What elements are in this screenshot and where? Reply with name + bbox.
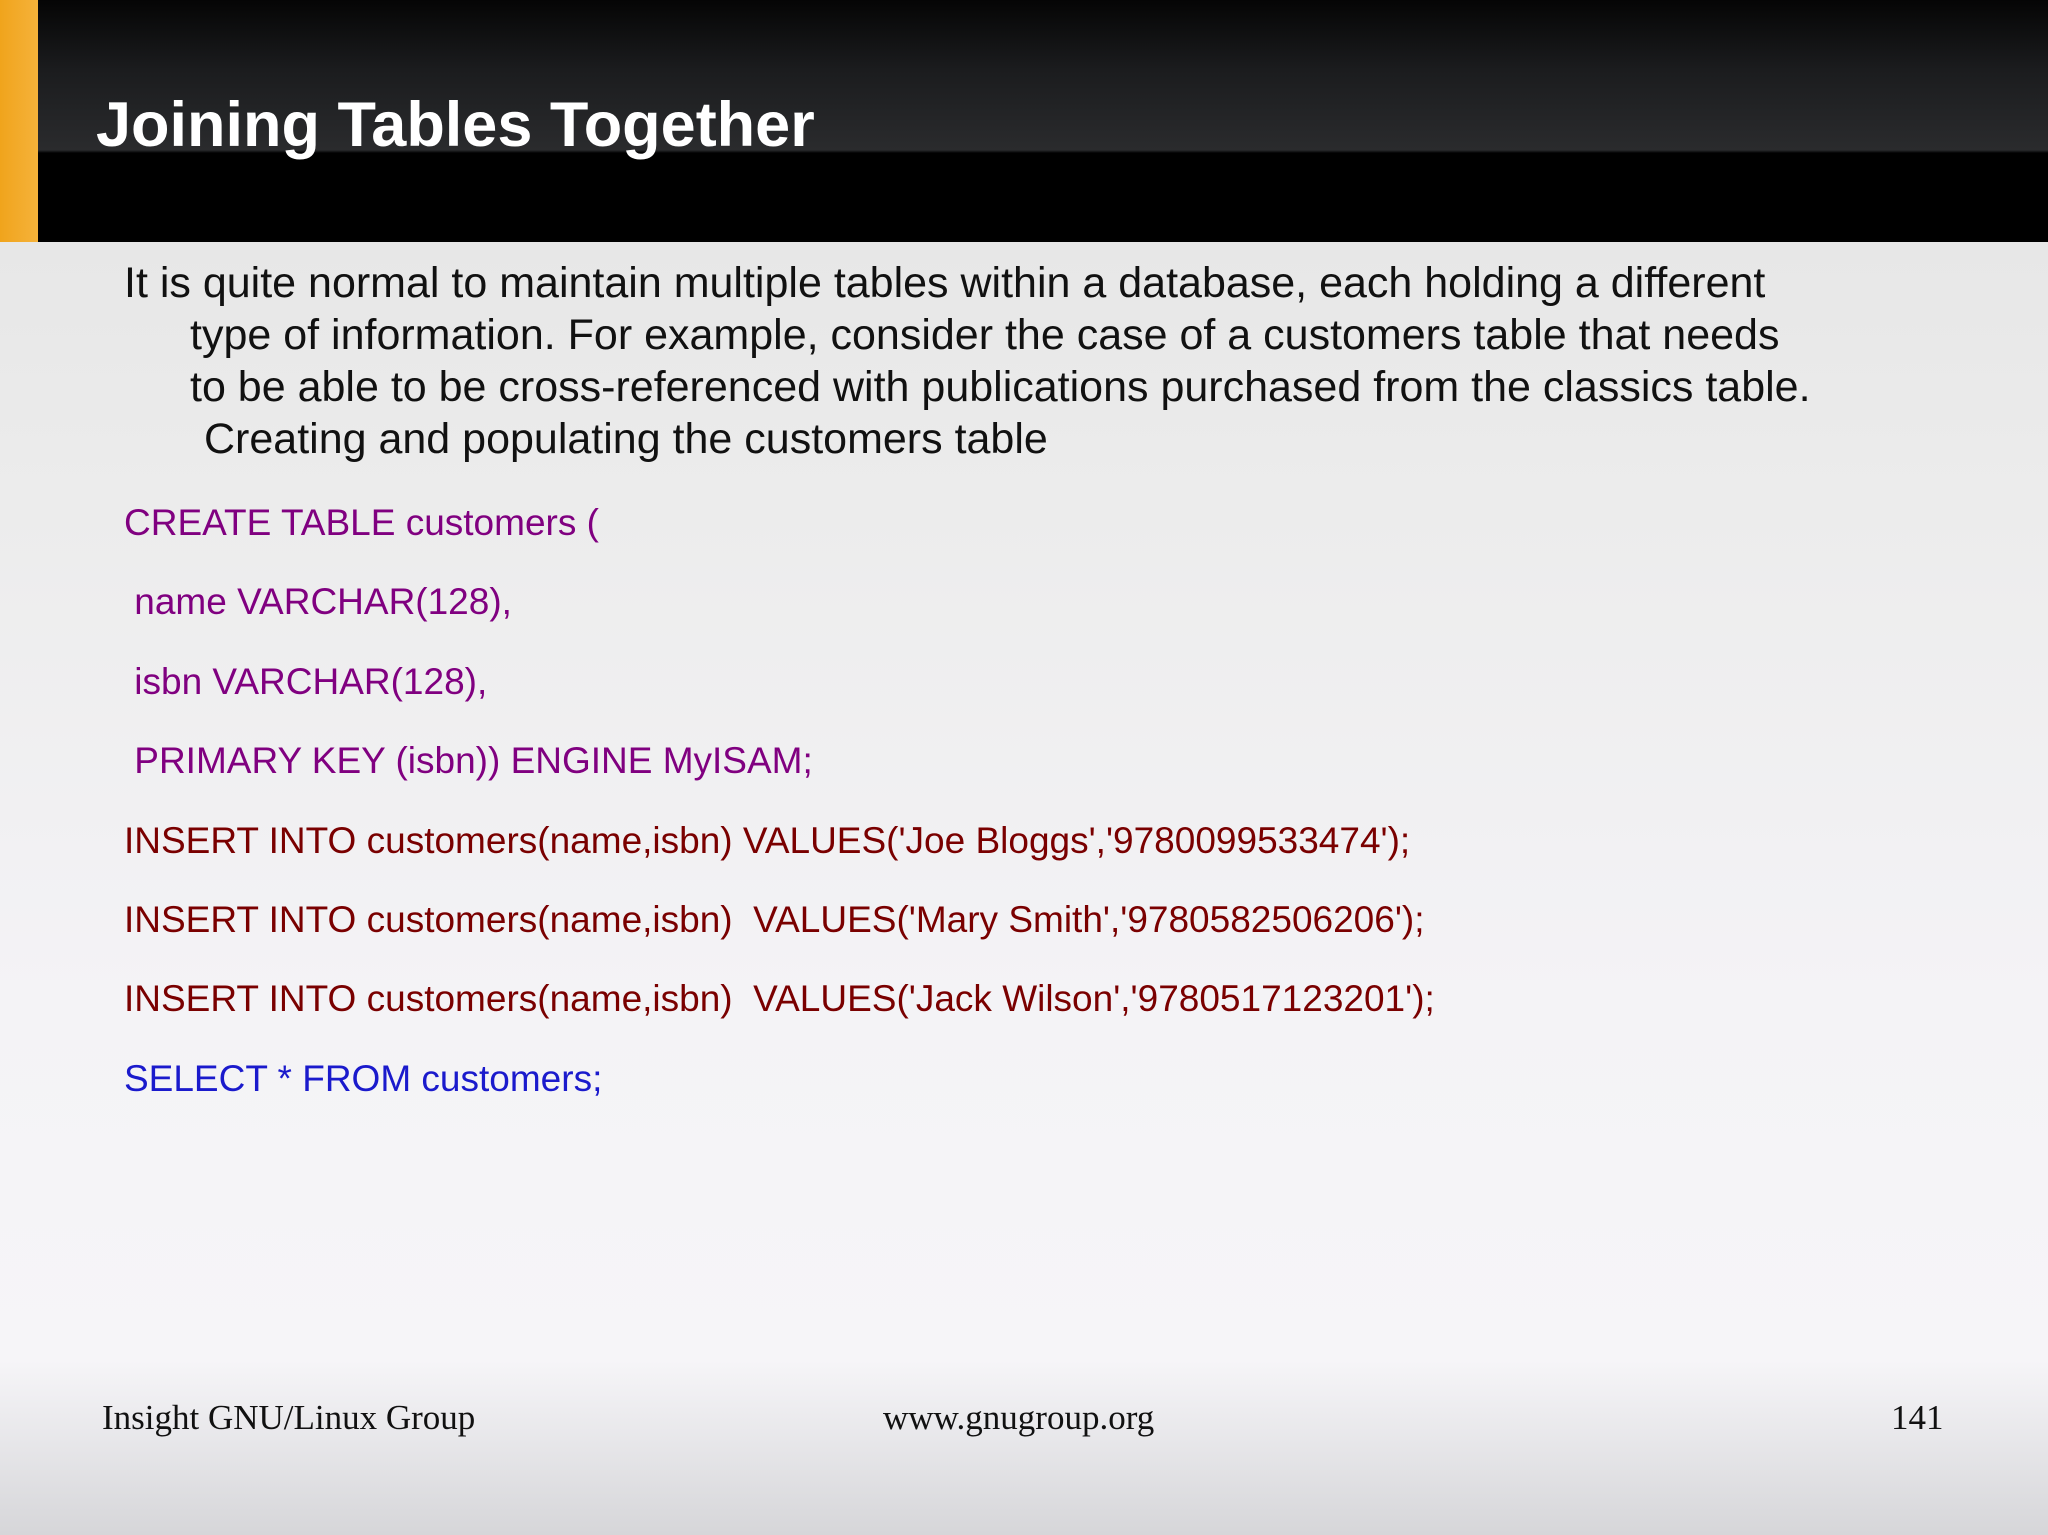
- code-line-isbn-column: isbn VARCHAR(128),: [124, 660, 488, 702]
- intro-paragraph: [124, 257, 2004, 465]
- code-line-create-table: CREATE TABLE customers (: [124, 502, 599, 543]
- intro-line: Creating and populating the customers table: [204, 415, 1048, 463]
- code-line-name-column: name VARCHAR(128),: [124, 581, 512, 623]
- footer-organization: Insight GNU/Linux Group: [102, 1398, 476, 1437]
- intro-line: to be able to be cross-referenced with publications purchased from the classics table.: [190, 363, 1811, 411]
- slide-title: Joining Tables Together: [96, 90, 815, 160]
- intro-line: type of information. For example, consider the case of a customers table that needs: [190, 311, 1780, 359]
- code-line-select: SELECT * FROM customers;: [124, 1057, 603, 1099]
- intro-line: It is quite normal to maintain multiple tables within a database, each holding a different: [124, 259, 1766, 307]
- code-line-insert: INSERT INTO customers(name,isbn) VALUES('Jack Wilson','9780517123201');: [124, 978, 1435, 1020]
- code-line-insert: INSERT INTO customers(name,isbn) VALUES('Joe Bloggs','9780099533474');: [124, 819, 1411, 861]
- title-bar: [0, 0, 2048, 242]
- code-line-primary-key: PRIMARY KEY (isbn)) ENGINE MyISAM;: [124, 740, 813, 782]
- code-line-insert: INSERT INTO customers(name,isbn) VALUES('Mary Smith','9780582506206');: [124, 898, 1425, 940]
- footer-website: www.gnugroup.org: [883, 1398, 1155, 1437]
- page-number: 141: [1891, 1398, 1944, 1437]
- sql-code-block: [124, 497, 1435, 1132]
- accent-strip: [0, 0, 38, 242]
